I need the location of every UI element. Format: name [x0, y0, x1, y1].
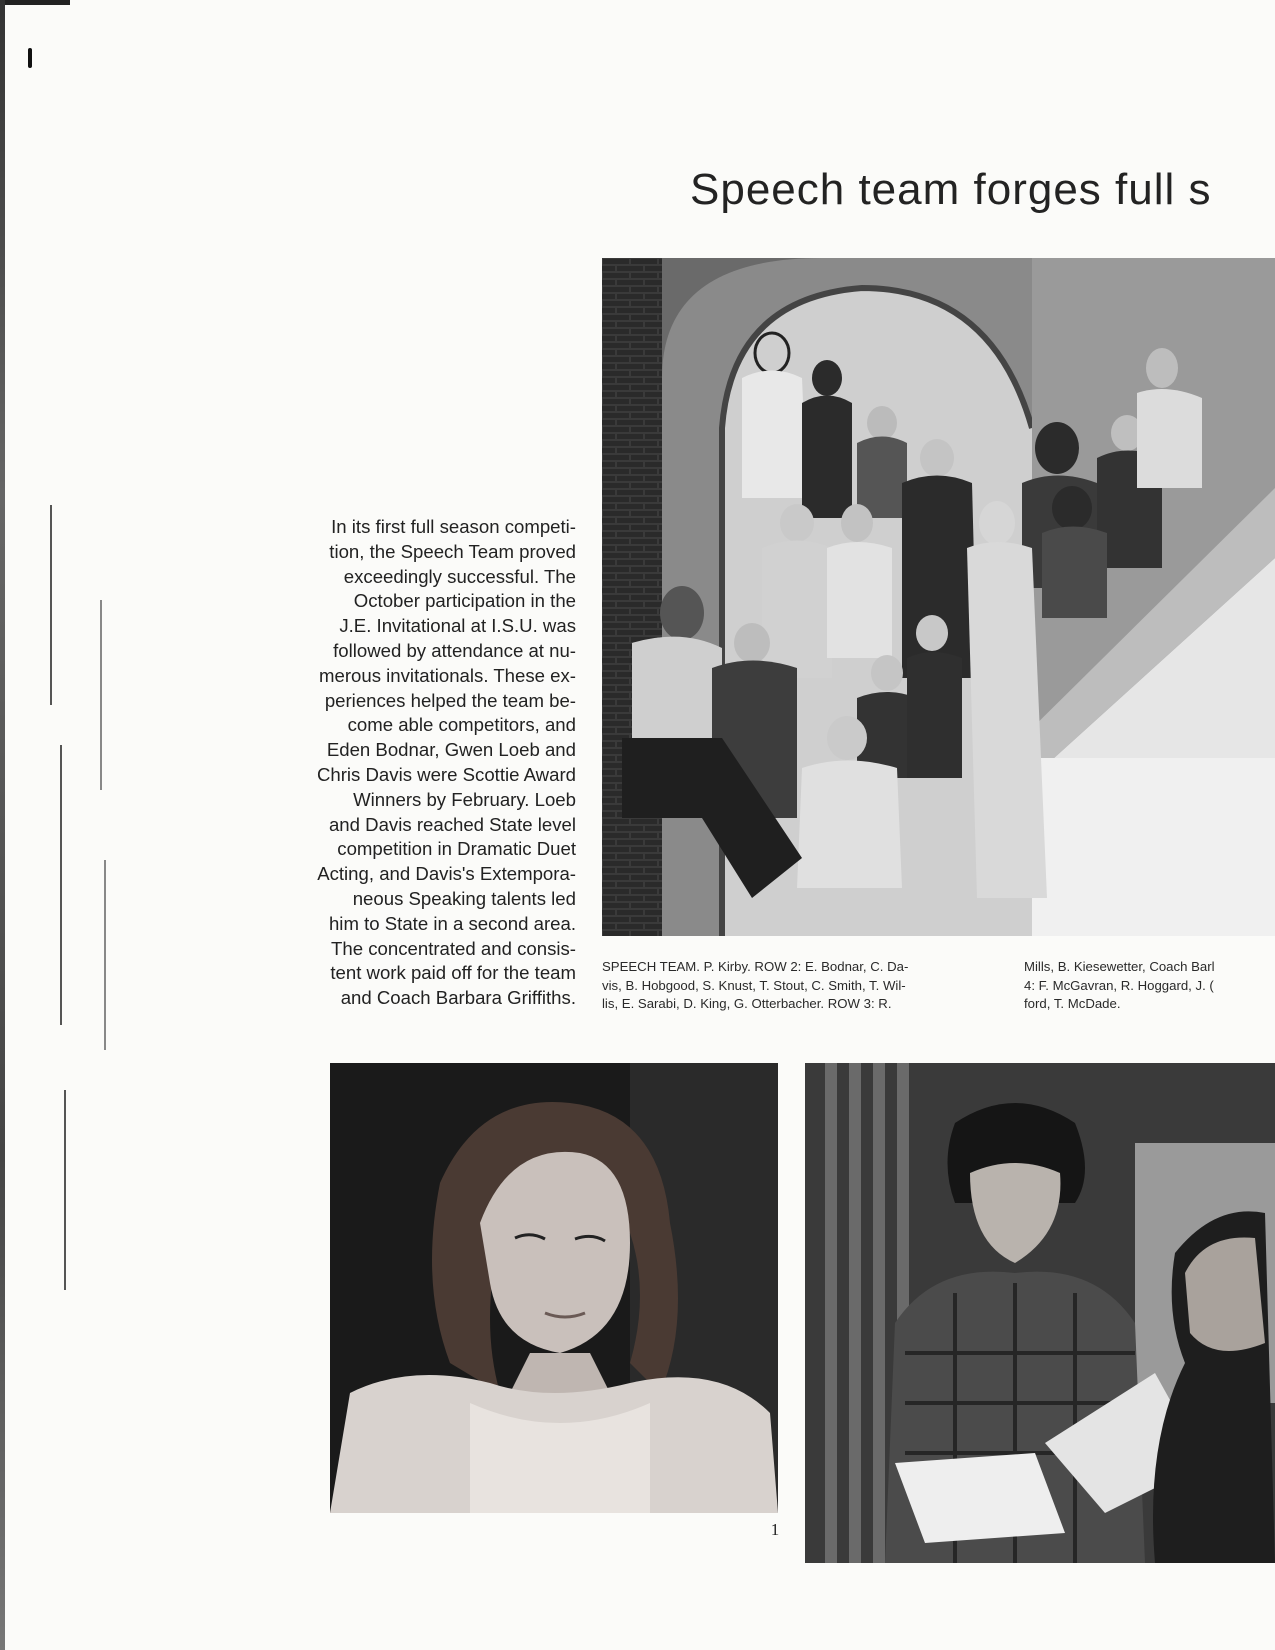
article-line: and Davis reached State level	[328, 813, 576, 835]
article-line: The concentrated and consis-	[331, 937, 576, 959]
performer-photo	[330, 1063, 778, 1513]
article-body	[266, 515, 576, 1011]
team-photo	[602, 258, 1275, 936]
article-line: tion, the Speech Team proved	[329, 540, 576, 562]
article-line: him to State in a second area.	[328, 912, 576, 934]
article-line: October participation in the	[353, 590, 576, 612]
article-line: merous invitationals. These ex-	[319, 664, 576, 686]
scan-mark	[28, 48, 32, 68]
team-caption-line: SPEECH TEAM. P. Kirby. ROW 2: E. Bodnar, C. Da-	[602, 959, 909, 974]
article-line: come able competitors, and	[347, 714, 576, 736]
team-photo-image	[602, 258, 1275, 936]
coach-photo	[805, 1063, 1275, 1563]
article-line: exceedingly successful. The	[343, 565, 576, 587]
article-line: Winners by February. Loeb	[353, 788, 576, 810]
performer-photo-image	[330, 1063, 778, 1513]
team-caption-line: 4: F. McGavran, R. Hoggard, J. (	[1024, 977, 1214, 993]
article-line: Eden Bodnar, Gwen Loeb and	[326, 739, 576, 761]
article-line: In its first full season competi-	[331, 516, 576, 537]
page-title: Speech team forges full s	[690, 165, 1212, 214]
margin-rule	[100, 600, 102, 790]
article-line: competition in Dramatic Duet	[337, 838, 576, 860]
margin-rule	[50, 505, 52, 705]
coach-photo-image	[805, 1063, 1275, 1563]
article-line: J.E. Invitational at I.S.U. was	[339, 615, 576, 637]
margin-rule	[104, 860, 106, 1050]
scan-edge-left	[0, 0, 5, 1650]
article-line: followed by attendance at nu-	[333, 639, 576, 661]
team-caption-line: Mills, B. Kiesewetter, Coach Barl	[1024, 959, 1215, 974]
margin-rule	[64, 1090, 66, 1290]
team-caption-line: ford, T. McDade.	[1024, 996, 1121, 1011]
team-caption	[602, 958, 994, 1014]
team-caption-line: lis, E. Sarabi, D. King, G. Otterbacher. ROW 3: R.	[602, 996, 892, 1011]
margin-rule	[60, 745, 62, 1025]
article-line: neous Speaking talents led	[352, 887, 576, 909]
team-caption-line: vis, B. Hobgood, S. Knust, T. Stout, C. Smith, T. Wil-	[602, 977, 906, 993]
article-line: Acting, and Davis's Extempora-	[317, 863, 576, 885]
page-number: 1	[770, 1520, 780, 1539]
article-line: Chris Davis were Scottie Award	[316, 763, 576, 785]
scan-edge-top	[0, 0, 70, 5]
article-line: periences helped the team be-	[324, 689, 576, 711]
team-caption-continued	[1024, 958, 1275, 1014]
article-line: and Coach Barbara Griffiths.	[340, 987, 576, 1009]
article-line: tent work paid off for the team	[330, 962, 576, 984]
